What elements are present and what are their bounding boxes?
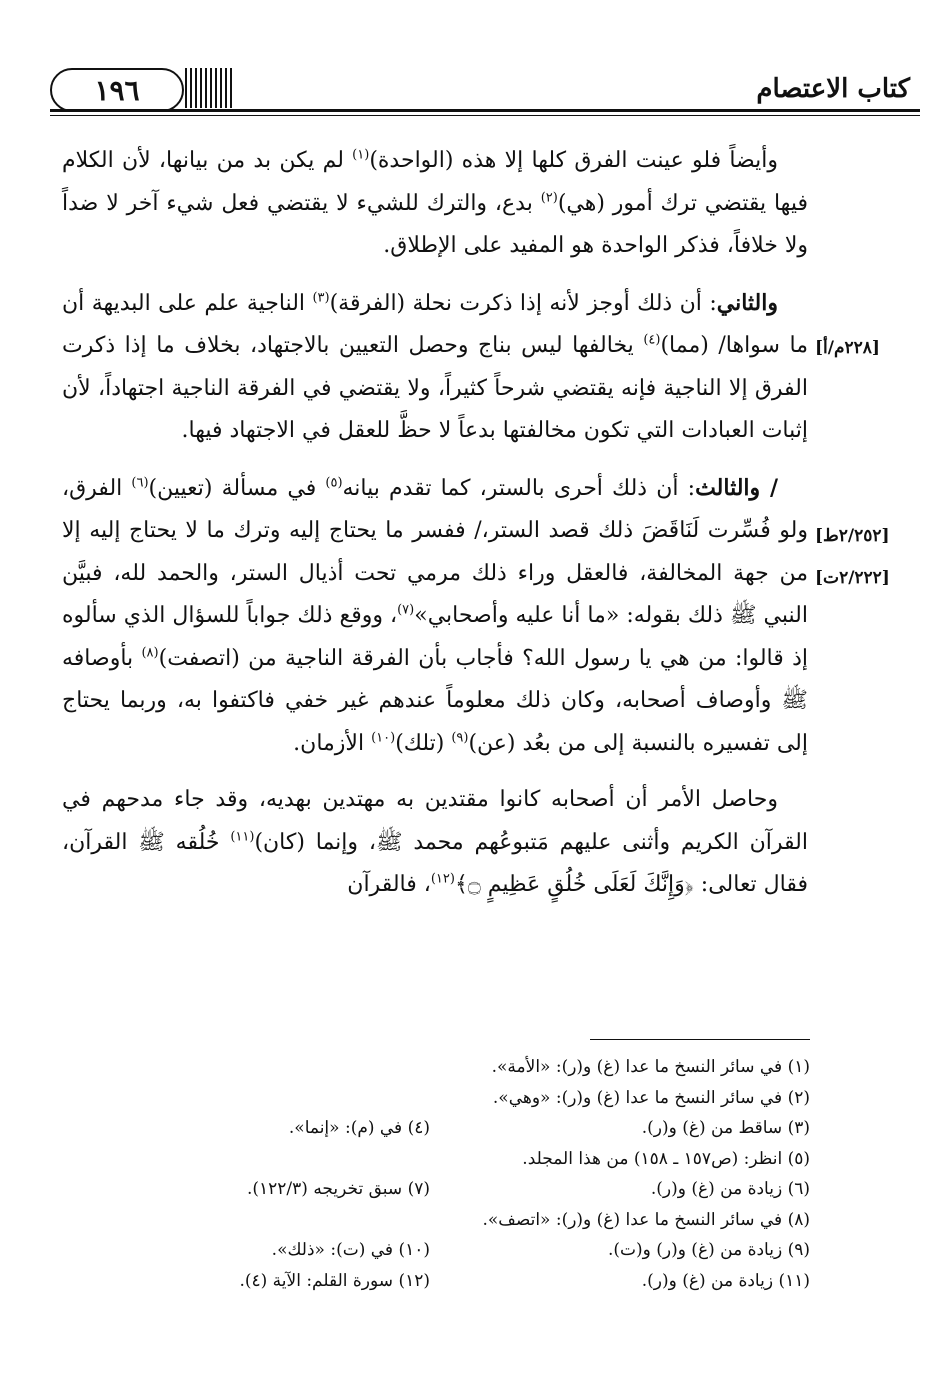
footnote-separator bbox=[590, 1039, 810, 1040]
text-run: بدع، والترك للشيء لا يقتضي فعل شيء آخر لا ضداً ولا خلافاً، فذكر الواحدة هو المفيد على الإطلاق. bbox=[62, 190, 808, 258]
footnote-ref[interactable]: (١) bbox=[352, 147, 370, 163]
footnote: (٢) في سائر النسخ ما عدا (غ) و(ر): «وهي». bbox=[492, 1087, 810, 1108]
footnote-ref[interactable]: (٥) bbox=[325, 475, 343, 491]
footnote-ref[interactable]: (٤) bbox=[643, 332, 661, 348]
footnote-line bbox=[62, 1235, 810, 1266]
text-run: وأيضاً فلو عينت الفرق كلها إلا هذه (الواحدة) bbox=[369, 148, 778, 173]
footnote: (٥) انظر: (ص١٥٧ ـ ١٥٨) من هذا المجلد. bbox=[522, 1148, 810, 1169]
text-run: وحاصل الأمر أن أصحابه كانوا مقتدين به مهتدين بهديه، وقد جاء مدحهم في القرآن الكريم وأثنى عليهم مَتبوعُهم محمد ﷺ، وإنما (كان) bbox=[62, 787, 808, 855]
footnote-ref[interactable]: (٣) bbox=[312, 290, 330, 306]
footnote-ref[interactable]: (١٠) bbox=[371, 730, 396, 746]
text-run: (تلك) bbox=[395, 730, 452, 756]
footnote-ref[interactable]: (٧) bbox=[397, 602, 415, 618]
text-run: ، ووقع ذلك جواباً للسؤال الذي سألوه إذ قالوا: من هي يا رسول الله؟ فأجاب بأن الفرقة الناجية من (اتصفت) bbox=[62, 603, 808, 671]
footnote-ref[interactable]: (٨) bbox=[141, 645, 159, 661]
footnote-line bbox=[62, 1174, 810, 1205]
page-number: ١٩٦ bbox=[94, 73, 140, 107]
margin-note: [٢/٢٥٢ط] bbox=[815, 526, 890, 546]
footnote: (٤) في (م): «إنما». bbox=[288, 1118, 430, 1138]
text-run: الفرق، ولو فُسِّرت لَنَاقَضَ ذلك قصد الستر،/ ففسر ما يحتاج إليه وترك ما لا يحتاج إليه إلا من جهة المخالفة، فالعقل وراء ذلك مرمي تحت أذيال الستر، والحمد لله، فبيَّن النبي ﷺ ذلك بقوله: «ما أنا عليه وأصحابي» bbox=[62, 475, 808, 628]
book-title: كتاب الاعتصام bbox=[756, 74, 910, 104]
text-run: بأوصافه ﷺ وأوصاف أصحابه، وكان ذلك معلوماً عندهم غير خفي فاكتفوا به، وربما يحتاج إلى تفسيره بالنسبة إلى من بعُد (عن) bbox=[62, 645, 808, 756]
footnote: (١) في سائر النسخ ما عدا (غ) و(ر): «الأمة». bbox=[491, 1057, 810, 1077]
main-text bbox=[62, 140, 808, 921]
footnote-line bbox=[62, 1113, 810, 1144]
footnote-ref[interactable]: (١٢) bbox=[430, 871, 455, 887]
text-run: يخالفها ليس بناج وحصل التعيين بالاجتهاد، بخلاف ما إذا ذكرت الفرق إلا الناجية فإنه يقتضي شرحاً كثيراً، ولا يقتضي في الفرقة الناجية اجتهاداً، لأن إثبات العبادات التي تكون مخالفتها بدعاً لا حظَّ للعقل في الاجتهاد فيها. bbox=[62, 333, 808, 443]
footnote: (٦) زيادة من (غ) و(ر). bbox=[650, 1179, 810, 1199]
paragraph-lead: والثاني bbox=[716, 289, 778, 316]
running-header bbox=[50, 60, 920, 116]
text-run: خُلُقه ﷺ القرآن، فقال تعالى: ﴿وَإِنَّكَ لَعَلَى خُلُقٍ عَظِيمٍ ۝﴾ bbox=[62, 829, 808, 897]
paragraph bbox=[62, 282, 808, 453]
footnote-line bbox=[62, 1205, 810, 1236]
footnote-ref[interactable]: (٩) bbox=[451, 730, 469, 746]
footnote-ref[interactable]: (٦) bbox=[131, 475, 149, 491]
footnote: (١١) زيادة من (غ) و(ر). bbox=[641, 1270, 810, 1291]
text-run: في مسألة (تعيين) bbox=[148, 475, 326, 501]
footnote: (٧) سبق تخريجه (١٢٢/٣). bbox=[246, 1179, 430, 1199]
header-ornament bbox=[185, 68, 233, 108]
paragraph bbox=[62, 779, 808, 907]
margin-note: [٢٢٨م/أ] bbox=[815, 338, 880, 358]
footnote-line bbox=[62, 1052, 810, 1083]
footnotes bbox=[62, 1052, 810, 1296]
margin-note: [٢/٢٢٢ت] bbox=[815, 568, 890, 588]
header-rule bbox=[50, 109, 920, 112]
text-run: : أن ذلك أوجز لأنه إذا ذكرت نحلة (الفرقة) bbox=[329, 290, 717, 316]
text-run: لم يكن بد من بيانها، لأن الكلام فيها يقتضي ترك أمور (هي) bbox=[62, 148, 808, 216]
footnote: (١٢) سورة القلم: الآية (٤). bbox=[239, 1270, 430, 1291]
footnote: (٨) في سائر النسخ ما عدا (غ) و(ر): «اتصف». bbox=[482, 1209, 810, 1230]
footnote-line bbox=[62, 1083, 810, 1114]
footnote-ref[interactable]: (٢) bbox=[540, 190, 558, 206]
paragraph-lead: / والثالث bbox=[695, 474, 778, 501]
page-number-badge bbox=[50, 68, 184, 112]
text-run: : أن ذلك أحرى بالستر، كما تقدم بيانه bbox=[342, 475, 696, 501]
footnote: (١٠) في (ت): «ذلك». bbox=[271, 1240, 430, 1260]
text-run: الأزمان. bbox=[293, 730, 372, 756]
footnote-line bbox=[62, 1266, 810, 1297]
footnote: (٩) زيادة من (غ) و(ر) و(ت). bbox=[607, 1240, 810, 1260]
text-run: ، فالقرآن bbox=[347, 872, 431, 897]
text-run: الناجية علم على البديهة أن ما سواها/ (مما) bbox=[62, 290, 808, 358]
header-rule-thin bbox=[50, 115, 920, 116]
paragraph bbox=[62, 140, 808, 268]
paragraph bbox=[62, 467, 808, 766]
footnote-ref[interactable]: (١١) bbox=[230, 829, 255, 845]
footnote-line bbox=[62, 1144, 810, 1175]
footnote: (٣) ساقط من (غ) و(ر). bbox=[641, 1118, 810, 1138]
